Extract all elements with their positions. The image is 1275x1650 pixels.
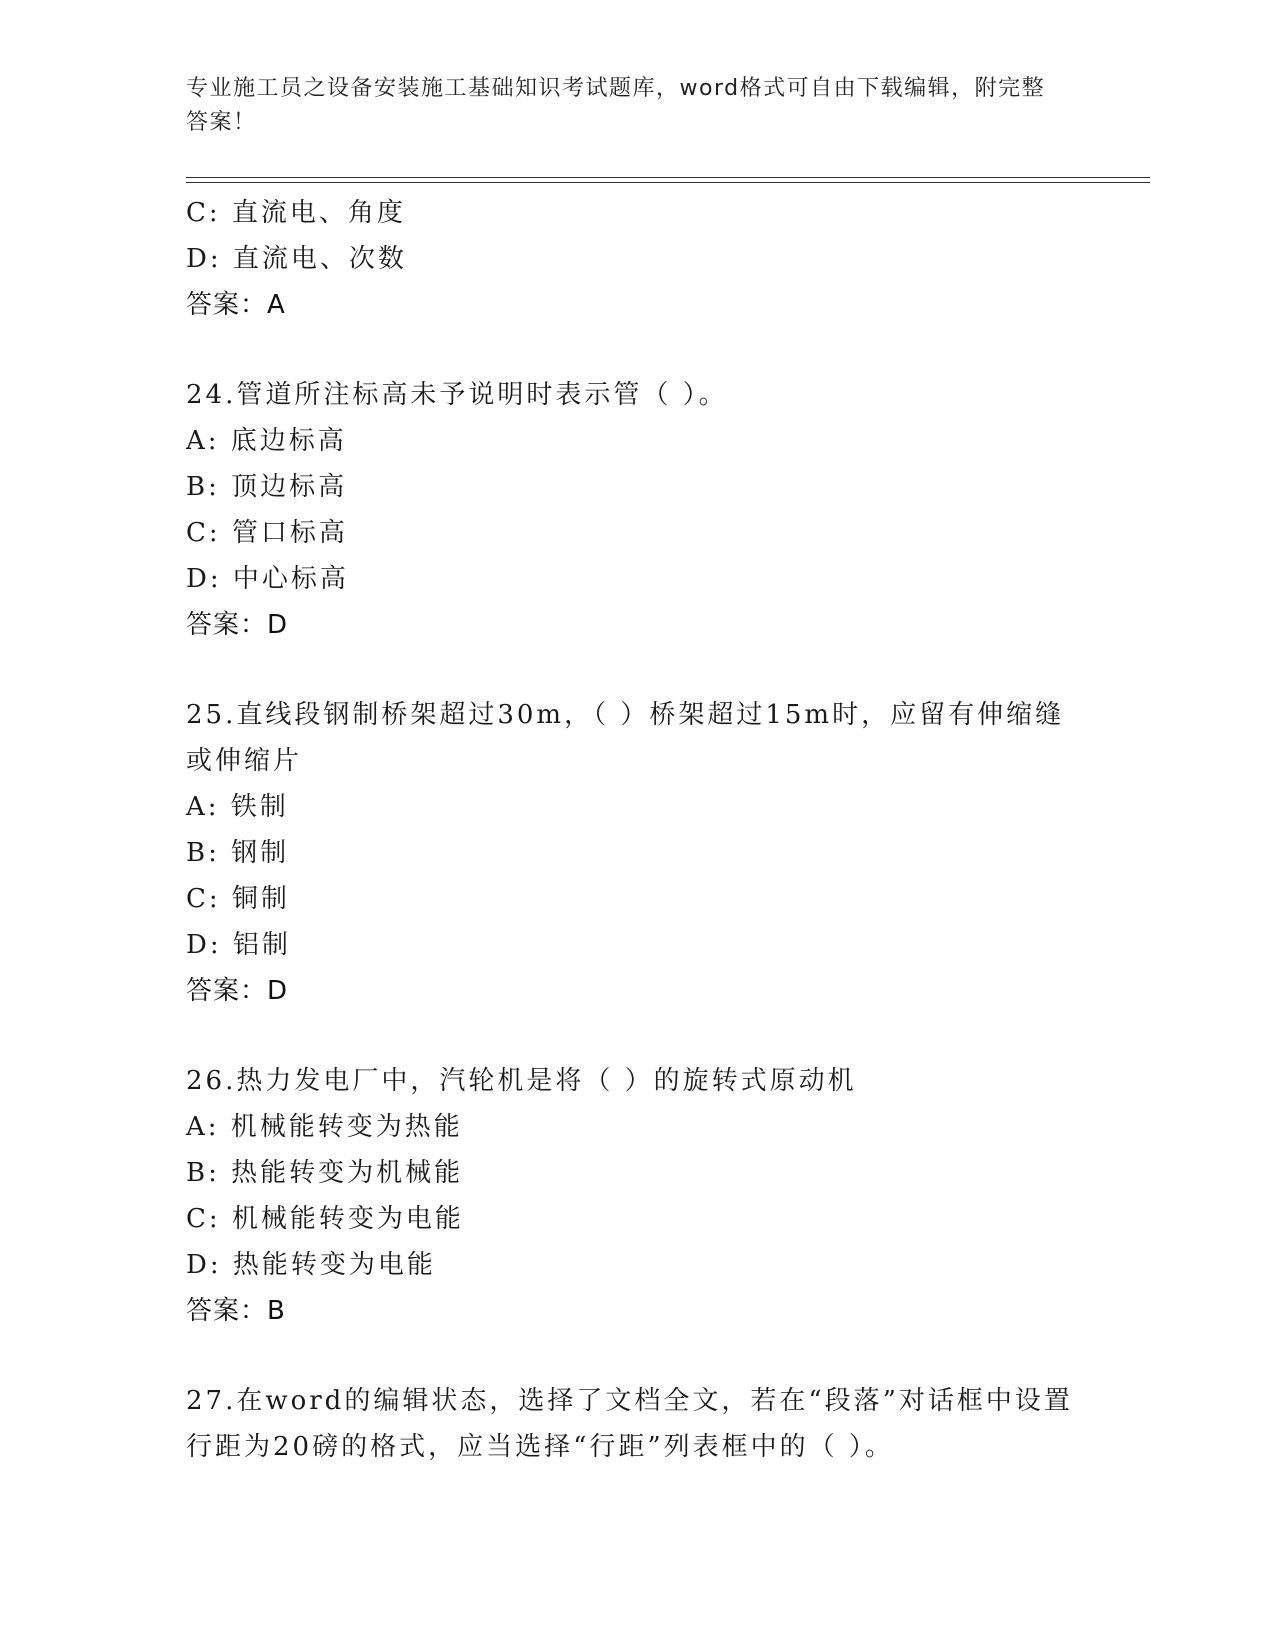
spacer (186, 328, 1086, 372)
question-25 (186, 692, 1086, 1014)
option-c: C: 管口标高 (186, 518, 348, 548)
option-d: D: 热能转变为电能 (186, 1250, 436, 1280)
spacer (186, 1334, 1086, 1378)
option-c: C: 机械能转变为电能 (186, 1204, 464, 1234)
question-stem: 25.直线段钢制桥架超过30m，（ ）桥架超过15m时，应留有伸缩缝或伸缩片 (186, 700, 1065, 776)
option-b: B: 热能转变为机械能 (186, 1158, 464, 1188)
option-a: A: 机械能转变为热能 (186, 1112, 463, 1142)
question-23-tail (186, 190, 1086, 328)
answer-line: 答案：A (186, 290, 286, 320)
question-stem: 27.在word的编辑状态，选择了文档全文，若在“段落”对话框中设置行距为20磅的格式，应当选择“行距”列表框中的（ ）。 (186, 1386, 1073, 1462)
header-title: 专业施工员之设备安装施工基础知识考试题库，word格式可自由下载编辑，附完整答案！ (186, 76, 1046, 135)
answer-line: 答案：D (186, 976, 289, 1006)
option-c: C: 直流电、角度 (186, 198, 406, 228)
option-d: D: 中心标高 (186, 564, 349, 594)
spacer (186, 648, 1086, 692)
option-a: A: 底边标高 (186, 426, 347, 456)
option-b: B: 顶边标高 (186, 472, 348, 502)
spacer (186, 1014, 1086, 1058)
option-c: C: 铜制 (186, 884, 290, 914)
header-rule-bottom (186, 182, 1150, 183)
question-stem: 26.热力发电厂中，汽轮机是将（ ）的旋转式原动机 (186, 1066, 857, 1096)
option-d: D: 直流电、次数 (186, 244, 407, 274)
answer-line: 答案：D (186, 610, 289, 640)
header-rule-top (186, 177, 1150, 178)
answer-line: 答案：B (186, 1296, 286, 1326)
question-27 (186, 1378, 1086, 1470)
question-24 (186, 372, 1086, 648)
option-b: B: 钢制 (186, 838, 290, 868)
option-d: D: 铝制 (186, 930, 291, 960)
question-26 (186, 1058, 1086, 1334)
option-a: A: 铁制 (186, 792, 289, 822)
question-stem: 24.管道所注标高未予说明时表示管（ ）。 (186, 380, 728, 410)
document-header (186, 72, 1066, 140)
document-body (186, 190, 1086, 1470)
